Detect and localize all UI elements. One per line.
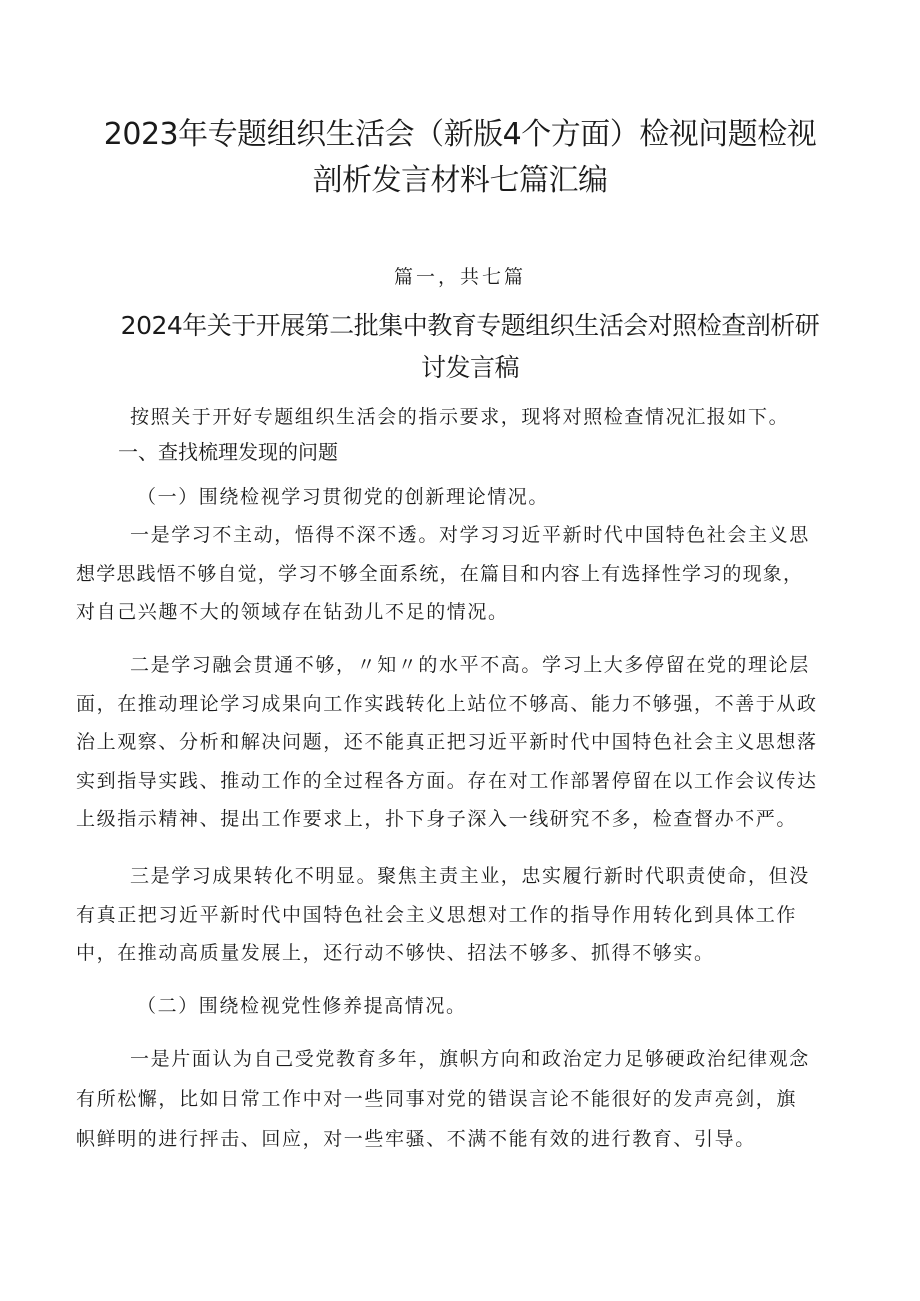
paragraph-line: 实到指导实践、推动工作的全过程各方面。存在对工作部署停留在以工作会议传达 bbox=[76, 769, 818, 792]
paragraph-line: 对自己兴趣不大的领域存在钻劲儿不足的情况。 bbox=[76, 601, 509, 623]
paragraph-line: 想学思践悟不够自觉，学习不够全面系统，在篇目和内容上有选择性学习的现象， bbox=[76, 562, 804, 585]
paragraph-4 bbox=[76, 1039, 810, 1159]
paragraph-line: 面，在推动理论学习成果向工作实践转化上站位不够高、能力不够强，不善于从政 bbox=[76, 692, 818, 715]
paragraph-line: 治上观察、分析和解决问题，还不能真正把习近平新时代中国特色社会主义思想落 bbox=[76, 731, 818, 753]
article-title-line: 讨发言稿 bbox=[420, 353, 519, 382]
section-heading: 一、查找梳理发现的问题 bbox=[118, 440, 338, 464]
paragraph-3 bbox=[76, 857, 810, 973]
article-title bbox=[100, 305, 840, 389]
paragraph-line: 帜鲜明的进行抨击、回应，对一些牢骚、不满不能有效的进行教育、引导。 bbox=[76, 1128, 756, 1150]
paragraph-line: 中，在推动高质量发展上，还行动不够快、招法不够多、抓得不够实。 bbox=[76, 942, 715, 964]
paragraph-line: 一是学习不主动，悟得不深不透。对学习习近平新时代中国特色社会主义思 bbox=[130, 524, 810, 546]
part-label: 篇一，共七篇 bbox=[393, 266, 526, 288]
paragraph-line: 上级指示精神、提出工作要求上，扑下身子深入一线研究不多，检查督办不严。 bbox=[76, 808, 798, 830]
intro-paragraph: 按照关于开好专题组织生活会的指示要求，现将对照检查情况汇报如下。 bbox=[130, 406, 790, 428]
paragraph-line: 二是学习融会贯通不够，〃知〃的水平不高。学习上大多停留在党的理论层 bbox=[130, 654, 810, 676]
sub-heading-2: （二）围绕检视党性修养提高情况。 bbox=[137, 995, 467, 1017]
paragraph-1 bbox=[76, 516, 810, 632]
paragraph-2 bbox=[76, 646, 818, 839]
article-title-line: 2024年关于开展第二批集中教育专题组织生活会对照检查剖析研 bbox=[120, 311, 820, 340]
sub-heading-1: （一）围绕检视学习贯彻党的创新理论情况。 bbox=[137, 486, 550, 508]
document-title bbox=[60, 112, 860, 204]
paragraph-line: 有所松懈，比如日常工作中对一些同事对党的错误言论不能很好的发声亮剑，旗 bbox=[76, 1088, 798, 1110]
document-title-line: 剖析发言材料七篇汇编 bbox=[312, 163, 608, 198]
paragraph-line: 一是片面认为自己受党教育多年，旗帜方向和政治定力足够硬政治纪律观念 bbox=[130, 1048, 810, 1070]
paragraph-line: 三是学习成果转化不明显。聚焦主责主业，忠实履行新时代职责使命，但没 bbox=[130, 865, 810, 887]
paragraph-line: 有真正把习近平新时代中国特色社会主义思想对工作的指导作用转化到具体工作 bbox=[76, 903, 798, 926]
document-title-line: 2023年专题组织生活会（新版4个方面）检视问题检视 bbox=[103, 117, 817, 152]
